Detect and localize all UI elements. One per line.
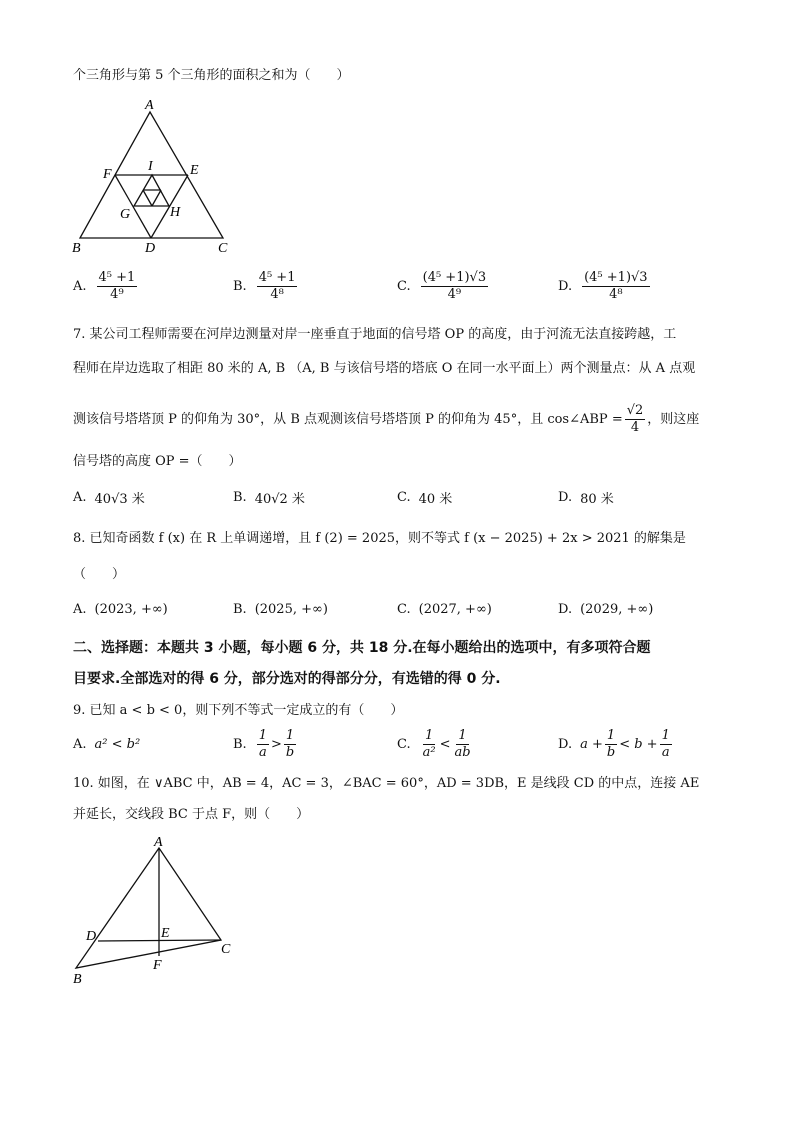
q9-option-d[interactable]: D. a + $\frac{1}{b}$ < b + $\frac{1}{a}$ [558,728,670,760]
q6-option-c[interactable]: C. $\frac{\text{(4⁵ +1)√3}}{\text{4⁹}}$ [397,270,487,302]
q6-stem-tail: 个三角形与第 5 个三角形的面积之和为（ ） [73,68,350,83]
q8-option-d[interactable]: D. (2029, +∞) [558,602,654,617]
q6-option-d[interactable]: D. $\frac{\text{(4⁵ +1)√3}}{\text{4⁸}}$ [558,270,648,302]
q10-triangle-figure [68,836,248,992]
label-D: D [145,241,156,256]
label-A: A [154,836,163,850]
q7-stem-line2: 程师在岸边选取了相距 80 米的 A, B （A, B 与该信号塔的塔底 O 在同一水平面上）两个测量点：从 A 点观 [73,361,696,376]
q7-option-b[interactable]: B. 40√2 米 [233,490,305,507]
q6-option-b[interactable]: B. $\frac{\text{4⁵ +1}}{\text{4⁸}}$ [233,270,296,302]
q6-option-a[interactable]: A. $\frac{\text{4⁵ +1}}{\text{4⁹}}$ [73,270,136,302]
q7-stem-line3: 测该信号塔塔顶 P 的仰角为 30°，从 B 点观测该信号塔塔顶 P 的仰角为 45°，且 cos∠ABP = $\frac{√2}{4}$ ，则这座 [73,403,700,435]
q8-stem-line2: （ ） [73,567,126,582]
label-D: D [86,929,97,944]
q6-triangle-figure [68,96,238,256]
q8-option-c[interactable]: C. (2027, +∞) [397,602,492,617]
q7-option-c[interactable]: C. 40 米 [397,490,453,507]
q9-option-b[interactable]: B. $\frac{1}{a}$ > $\frac{1}{b}$ [233,728,295,760]
label-F: F [153,958,162,973]
label-B: B [72,241,81,256]
q8-option-a[interactable]: A. (2023, +∞) [73,602,168,617]
label-A: A [145,98,154,113]
q7-stem-line1: 7. 某公司工程师需要在河岸边测量对岸一座垂直于地面的信号塔 OP 的高度，由于河流无法直接跨越，工 [73,327,677,342]
label-F: F [103,167,112,182]
section2-heading-line1: 二、选择题：本题共 3 小题，每小题 6 分，共 18 分.在每小题给出的选项中，有多项符合题 [73,640,651,656]
q8-option-b[interactable]: B. (2025, +∞) [233,602,328,617]
q7-stem-line4: 信号塔的高度 OP =（ ） [73,454,242,469]
label-B: B [73,972,82,987]
label-I: I [148,159,153,174]
label-C: C [221,942,231,957]
label-C: C [218,241,228,256]
q7-option-a[interactable]: A. 40√3 米 [73,490,145,507]
q9-stem: 9. 已知 a < b < 0，则下列不等式一定成立的有（ ） [73,703,404,718]
q10-stem-line2: 并延长，交线段 BC 于点 F，则（ ） [73,807,310,822]
q8-stem-line1: 8. 已知奇函数 f (x) 在 R 上单调递增，且 f (2) = 2025，则不等式 f (x − 2025) + 2x > 2021 的解集是 [73,531,686,546]
q9-option-a[interactable]: A. a² < b² [73,737,141,752]
q9-option-c[interactable]: C. $\frac{1}{\text{a²}}$ < $\frac{1}{ab}$ [397,728,471,760]
label-E: E [190,163,199,178]
label-G: G [120,207,131,222]
label-H: H [170,205,181,220]
label-E: E [161,926,170,941]
section2-heading-line2: 目要求.全部选对的得 6 分，部分选对的得部分分，有选错的得 0 分. [73,671,501,687]
q10-stem-line1: 10. 如图，在 ∨ABC 中，AB = 4，AC = 3，∠BAC = 60°，AD = 3DB，E 是线段 CD 的中点，连接 AE [73,776,700,791]
q7-option-d[interactable]: D. 80 米 [558,490,614,507]
